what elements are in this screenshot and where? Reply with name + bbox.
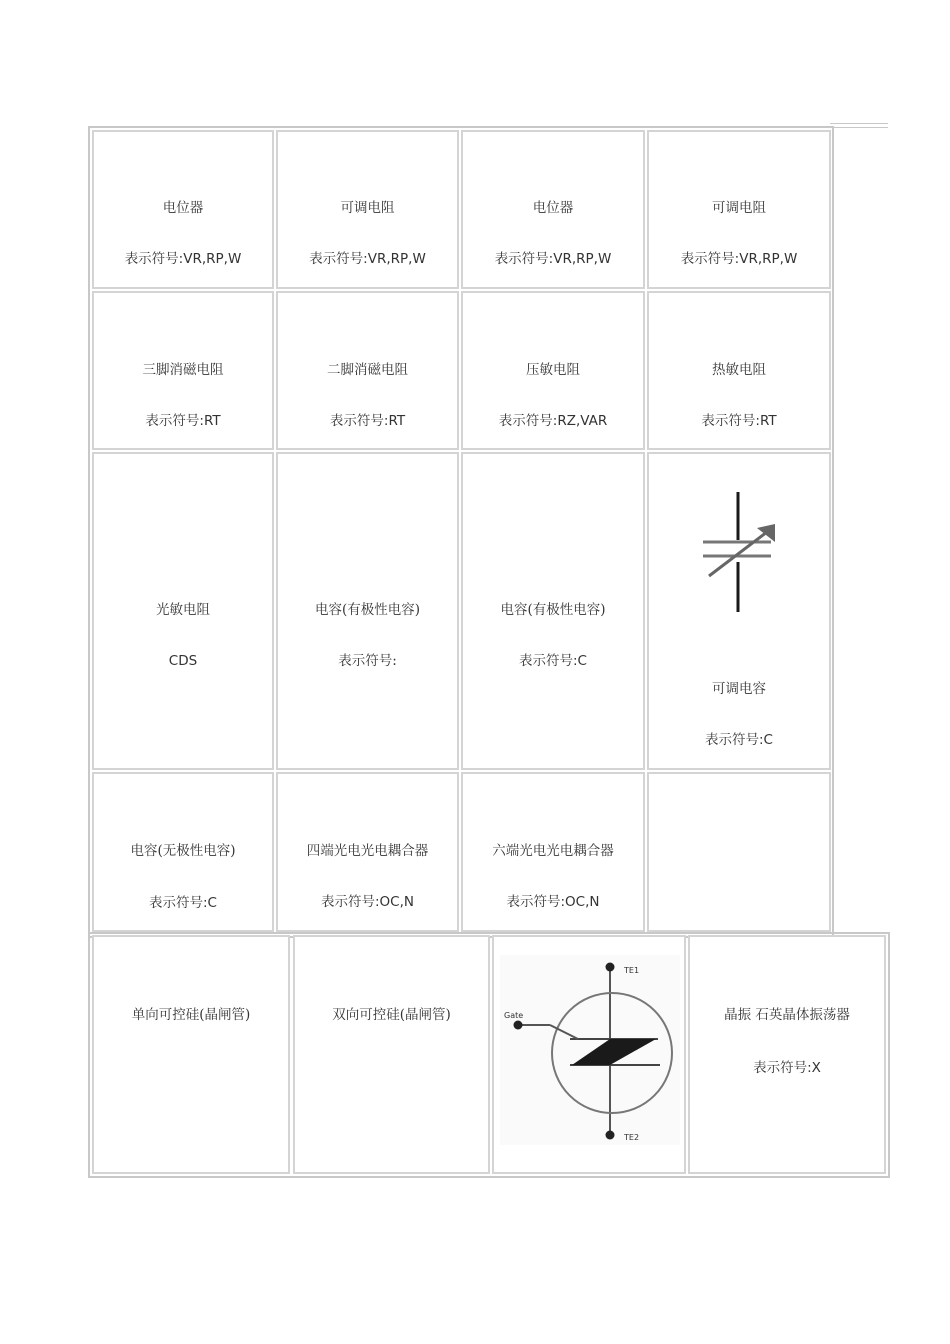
table-cell (92, 772, 274, 932)
table-cell (276, 452, 459, 770)
component-name: 热敏电阻 (712, 362, 766, 378)
table-cell (461, 291, 645, 450)
table-cell (492, 935, 686, 1174)
table-cell (647, 130, 831, 289)
component-symbol: 表示符号:C (149, 895, 217, 911)
triac-icon (500, 955, 680, 1145)
table-cell-empty (647, 772, 831, 932)
component-name: 电容(无极性电容) (130, 843, 236, 859)
component-name: 四端光电光电耦合器 (306, 843, 429, 859)
table-cell (461, 452, 645, 770)
component-name: 六端光电光电耦合器 (492, 843, 614, 859)
te1-label: TE1 (624, 966, 640, 975)
table-cell (92, 130, 274, 289)
component-name: 电容(有极性电容) (314, 602, 421, 618)
component-symbol: 表示符号:C (519, 653, 587, 669)
component-name: 可调电容 (712, 681, 766, 697)
te2-label: TE2 (624, 1133, 640, 1142)
component-symbol: 表示符号:RT (145, 413, 221, 429)
component-symbol: 表示符号:OC,N (506, 894, 600, 910)
top-rule (830, 123, 888, 128)
component-symbol: 表示符号:OC,N (321, 894, 414, 910)
component-symbol: 表示符号: (338, 653, 397, 669)
table-cell (92, 935, 290, 1174)
component-symbol: 表示符号:RT (329, 413, 406, 429)
table-cell (647, 452, 831, 770)
component-symbol: 表示符号:VR,RP,W (680, 251, 798, 267)
table-cell (276, 772, 459, 932)
component-symbol: 表示符号:VR,RP,W (494, 251, 612, 267)
table-cell (293, 935, 490, 1174)
component-name: 电容(有极性电容) (500, 602, 606, 618)
variable-capacitor-icon (701, 490, 781, 614)
component-name: 可调电阻 (340, 200, 395, 216)
table-cell (461, 772, 645, 932)
component-symbol: 表示符号:RT (701, 413, 777, 429)
component-symbol: 表示符号:C (705, 732, 773, 748)
table-cell (92, 452, 274, 770)
table-cell (276, 291, 459, 450)
table-cell (647, 291, 831, 450)
component-name: 双向可控硅(晶闸管) (332, 1007, 451, 1023)
component-name: 三脚消磁电阻 (142, 362, 224, 378)
component-name: 电位器 (162, 200, 204, 216)
component-name: 光敏电阻 (156, 602, 210, 618)
component-name: 单向可控硅(晶闸管) (131, 1007, 251, 1023)
component-symbol: 表示符号:VR,RP,W (309, 251, 426, 267)
component-name: 晶振 石英晶体振荡器 (724, 1007, 850, 1023)
component-symbol: 表示符号:RZ,VAR (498, 413, 608, 429)
component-name: 二脚消磁电阻 (327, 362, 408, 378)
table-cell (92, 291, 274, 450)
component-name: 压敏电阻 (526, 362, 580, 378)
gate-label: Gate (504, 1011, 524, 1020)
table-cell (688, 935, 886, 1174)
component-name: 电位器 (532, 200, 574, 216)
table-cell (276, 130, 459, 289)
component-symbol: CDS (168, 653, 198, 669)
table-cell (461, 130, 645, 289)
component-name: 可调电阻 (712, 200, 766, 216)
component-symbol: 表示符号:VR,RP,W (124, 251, 242, 267)
component-symbol: 表示符号:X (753, 1060, 821, 1076)
